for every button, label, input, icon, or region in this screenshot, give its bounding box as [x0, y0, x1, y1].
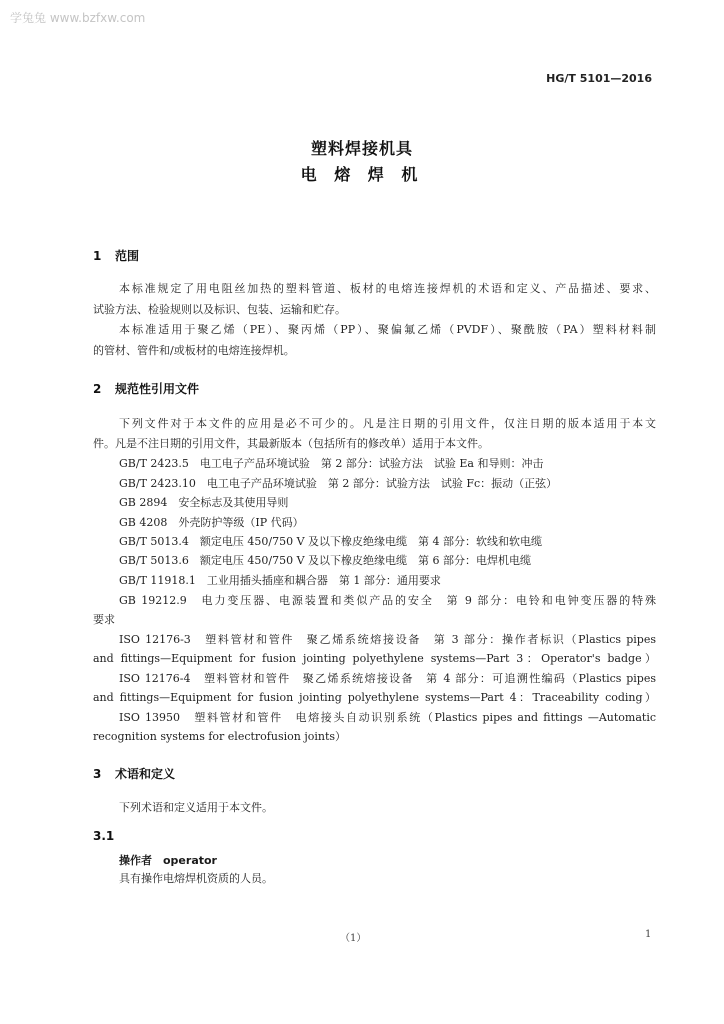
reference-item: GB 19212.9 电力变压器、电源装置和类似产品的安全 第 9 部分：电铃和电钟变压器的特殊	[119, 594, 656, 607]
section-2-heading	[93, 380, 199, 397]
reference-item: GB/T 2423.5 电工电子产品环境试验 第 2 部分：试验方法 试验 Ea 和导则：冲击	[119, 457, 544, 470]
term-definition: 具有操作电熔焊机资质的人员。	[119, 872, 273, 885]
reference-item: and fittings—Equipment for fusion jointing polyethylene systems—Part 4：Traceability coding）	[93, 691, 656, 704]
reference-item: 要求	[93, 613, 115, 626]
standard-code: HG/T 5101—2016	[546, 72, 652, 85]
reference-item: GB/T 11918.1 工业用插头插座和耦合器 第 1 部分：通用要求	[119, 574, 441, 587]
section-title: 术语和定义	[115, 767, 176, 781]
section-number: 3	[93, 767, 102, 781]
page-number: 1	[645, 929, 652, 940]
reference-item: ISO 12176-4 塑料管材和管件 聚乙烯系统熔接设备 第 4 部分：可追溯性编码（Plastics pipes	[119, 672, 656, 685]
paragraph-line: 本标准规定了用电阻丝加热的塑料管道、板材的电熔连接焊机的术语和定义、产品描述、要求、	[119, 282, 656, 295]
reference-item: ISO 12176-3 塑料管材和管件 聚乙烯系统熔接设备 第 3 部分：操作者标识（Plastics pipes	[119, 633, 656, 646]
section-title: 规范性引用文件	[115, 382, 200, 396]
reference-item: GB 4208 外壳防护等级（IP 代码）	[119, 516, 304, 529]
reference-item: GB/T 5013.6 额定电压 450/750 V 及以下橡皮绝缘电缆 第 6 部分：电焊机电缆	[119, 554, 532, 567]
reference-item: GB/T 2423.10 电工电子产品环境试验 第 2 部分：试验方法 试验 Fc：振动（正弦）	[119, 477, 558, 490]
reference-item: ISO 13950 塑料管材和管件 电熔接头自动识别系统（Plastics pipes and fittings —Automatic	[119, 711, 656, 724]
document-title: 塑料焊接机具	[310, 139, 413, 158]
section-title: 范围	[115, 249, 140, 263]
paragraph-line: 下列文件对于本文件的应用是必不可少的。凡是注日期的引用文件，仅注日期的版本适用于本文	[119, 417, 656, 430]
term-heading: 操作者 operator	[119, 854, 217, 867]
footer-page-marker: （1）	[340, 933, 367, 944]
reference-item: GB 2894 安全标志及其使用导则	[119, 496, 289, 509]
subsection-number: 3.1	[93, 829, 115, 843]
watermark: 学兔兔 www.bzfxw.com	[10, 11, 146, 25]
paragraph-line: 的管材、管件和/或板材的电熔连接焊机。	[93, 344, 295, 357]
section-number: 2	[93, 382, 102, 396]
reference-item: GB/T 5013.4 额定电压 450/750 V 及以下橡皮绝缘电缆 第 4 部分：软线和软电缆	[119, 535, 543, 548]
document-subtitle: 电 熔 焊 机	[300, 165, 424, 184]
section-3-heading	[93, 765, 175, 782]
reference-item: recognition systems for electrofusion joints）	[93, 730, 347, 743]
paragraph-line: 下列术语和定义适用于本文件。	[119, 801, 273, 814]
section-1-heading	[93, 247, 139, 264]
paragraph-line: 件。凡是不注日期的引用文件，其最新版本（包括所有的修改单）适用于本文件。	[93, 437, 489, 450]
paragraph-line: 本标准适用于聚乙烯（PE）、聚丙烯（PP）、聚偏氟乙烯（PVDF）、聚酰胺（PA）塑料材料制	[119, 323, 656, 336]
paragraph-line: 试验方法、检验规则以及标识、包装、运输和贮存。	[93, 303, 346, 316]
section-number: 1	[93, 249, 102, 263]
reference-item: and fittings—Equipment for fusion jointing polyethylene systems—Part 3：Operator's badge）	[93, 652, 656, 665]
